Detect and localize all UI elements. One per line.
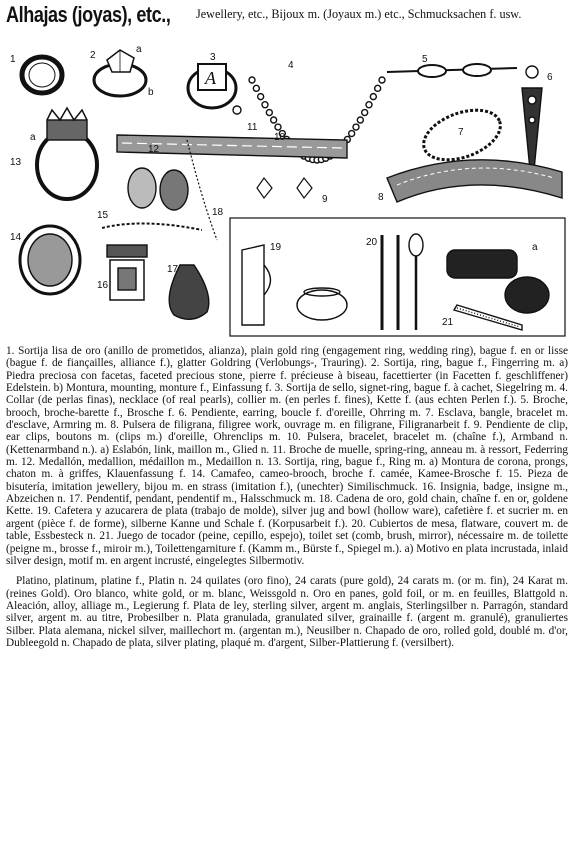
signet-ring-drawing	[188, 64, 236, 108]
pearl	[357, 117, 363, 123]
crown-ring-drawing	[37, 108, 97, 199]
svg-text:21: 21	[442, 317, 454, 328]
flatware-drawing	[382, 234, 423, 330]
svg-text:1: 1	[10, 54, 16, 65]
svg-text:19: 19	[270, 242, 282, 253]
pearl	[349, 131, 355, 137]
svg-text:a: a	[30, 132, 36, 143]
page-title: Alhajas (joyas), etc.,	[6, 2, 171, 27]
svg-text:a: a	[532, 242, 538, 253]
pearl	[258, 94, 264, 100]
jewellery-illustration	[2, 40, 572, 340]
pearl	[266, 110, 272, 116]
svg-text:5: 5	[422, 54, 428, 65]
cameo-drawing	[20, 226, 80, 294]
imitation-jewellery-drawing	[102, 223, 202, 230]
svg-text:20: 20	[366, 237, 378, 248]
entries-text	[6, 345, 568, 649]
svg-text:2: 2	[90, 50, 96, 61]
pearl	[362, 110, 368, 116]
svg-text:17: 17	[167, 264, 179, 275]
svg-text:12: 12	[148, 144, 160, 155]
svg-text:16: 16	[97, 280, 109, 291]
svg-text:15: 15	[97, 210, 109, 221]
svg-text:a: a	[136, 44, 142, 55]
svg-text:18: 18	[212, 207, 224, 218]
medallion-drawing	[128, 168, 188, 210]
svg-text:b: b	[148, 87, 154, 98]
pearl	[366, 102, 372, 108]
numbered-entries-paragraph: 1. Sortija lisa de oro (anillo de prometidos, alianza), plain gold ring (engagement ring, wedding ring), bague f. en or lisse (bague f. de fiançailles, alliance f.), glatter Goldring (Verlobungs-, Trauring). 2. Sortija, ring, bague f., Fingerring m. a) Piedra preciosa con facetas, faceted precious stone, pierre f. précieuse à biseau, facettierter (in Facetten f. geschliffener) Edelstein. b) Montura, mounting, monture f., Einfassung f. 3. Sortija de sello, signet-ring, bague f. à cachet, Siegelring m. 4. Collar (de perlas finas), necklace (of real pearls), collier m. (en perles f. fines), Kette f. (aus echten Perlen f.). 5. Broche, brooch, broche-barette f., Brosche f. 6. Pendiente, earring, boucle f. d'oreille, Ohrring m. 7. Esclava, bangle, bracelet m. d'esclave, Armring m. 8. Pulsera de filigrana, filigree work, ouvrage m. en filigrane, Filigranarbeit f. 9. Pendiente de clip, ear clips, boutons m. (clips m.) d'oreille, Ohrenclips m. 10. Pulsera, bracelet, bracelet m. (chaîne f.), Armband n. (Kettenarmband n.). a) Eslabón, link, maillon m., Glied n. 11. Broche de muelle, spring-ring, anneau m. à ressort, Federring m. 12. Medallón, medallion, médaillon m., Medaillon n. 13. Sortija, ring, bague f., Ring m. a) Montura de corona, prongs, chaton m. à griffes, Klauenfassung f. 14. Camafeo, cameo-brooch, broche f. camée, Kamee-Brosche f. 15. Pieza de bisutería, imitation jewellery, bijou m. en strass (imitation f.), (unechter) Similischmuck. 16. Insignia, badge, insigne m., Abzeichen n. 17. Pendentif, pendant, pendentif m., Halsschmuck m. 18. Cadena de oro, gold chain, chaîne f. en or, goldene Kette. 19. Cafetera y azucarera de plata (trabajo de molde), silver jug and bowl (hollow ware), cafetière f. et sucrier m. en argent (pièce f. de forme), silberne Kanne und Schale f. (Korpusarbeit f.). 20. Cubiertos de mesa, flatware, couvert m. de table, Essbesteck n. 21. Juego de tocador (peine, cepillo, espejo), toilet set (comb, brush, mirror), nécessaire m. de toilette (peigne m., brosse f., miroir m.), Toilettengarniture f. (Kamm m., Bürste f., Spiegel m.). a) Motivo en plata incrustada, inlaid silver design, motif m. en argent incrusté, eingelegtes Silbermotiv.	[6, 345, 568, 567]
pearl	[275, 124, 281, 130]
silver-jug-and-bowl-drawing	[242, 245, 347, 325]
pearl	[249, 77, 255, 83]
svg-text:A: A	[205, 68, 216, 88]
pearl	[370, 94, 376, 100]
brooch-drawing	[387, 64, 517, 77]
svg-text:11: 11	[247, 122, 258, 133]
pearl	[379, 77, 385, 83]
page-header	[6, 2, 570, 38]
earring-drawing	[522, 66, 542, 170]
plain-gold-ring-drawing	[22, 57, 62, 93]
badge-drawing	[107, 245, 147, 300]
ear-clips-drawing	[257, 178, 312, 198]
faceted-ring-drawing	[94, 50, 146, 96]
svg-text:3: 3	[210, 52, 216, 63]
svg-text:14: 14	[10, 232, 22, 243]
title-translations: Jewellery, etc., Bijoux m. (Joyaux m.) etc., Schmucksachen f. usw.	[196, 7, 522, 21]
pearl	[353, 124, 359, 130]
svg-text:4: 4	[288, 60, 294, 71]
svg-text:9: 9	[322, 194, 328, 205]
pearl	[271, 117, 277, 123]
spring-ring-drawing	[233, 106, 241, 114]
pearl	[253, 85, 259, 91]
svg-text:13: 13	[10, 157, 22, 168]
pearl	[375, 85, 381, 91]
toilet-set-drawing	[447, 250, 549, 330]
pearl	[262, 102, 268, 108]
svg-text:10: 10	[274, 132, 286, 143]
svg-text:7: 7	[458, 127, 464, 138]
materials-paragraph: Platino, platinum, platine f., Platin n. 24 quilates (oro fino), 24 carats (pure gold), 24 carats m. (or m. fin), 24 Karat m. (reines Gold). Oro blanco, white gold, or m. blanc, Weissgold n. Oro en panes, gold foil, or m. en feuilles, Blattgold n. Aleación, alloy, alliage m., Legierung f. Plata de ley, sterling silver, argent m. anglais, Sterlingsilber n. Parragón, standard silver, argent m. au titre, Probesilber n. Plata granulada, granulated silver, grainaille f. (argent m. granulé), granuliertes Silber. Plata alemana, nickel silver, maillechort m. (argentan m.), Neusilber n. Chapado de oro, rolled gold, doublé m. d'or, Dubleegold n. Chapado de plata, silver plating, plaqué m. d'argent, Silber-Plattierung f. (versilbert).	[6, 575, 568, 649]
svg-text:8: 8	[378, 192, 384, 203]
svg-text:6: 6	[547, 72, 553, 83]
filigree-bracelet-drawing	[387, 160, 562, 202]
